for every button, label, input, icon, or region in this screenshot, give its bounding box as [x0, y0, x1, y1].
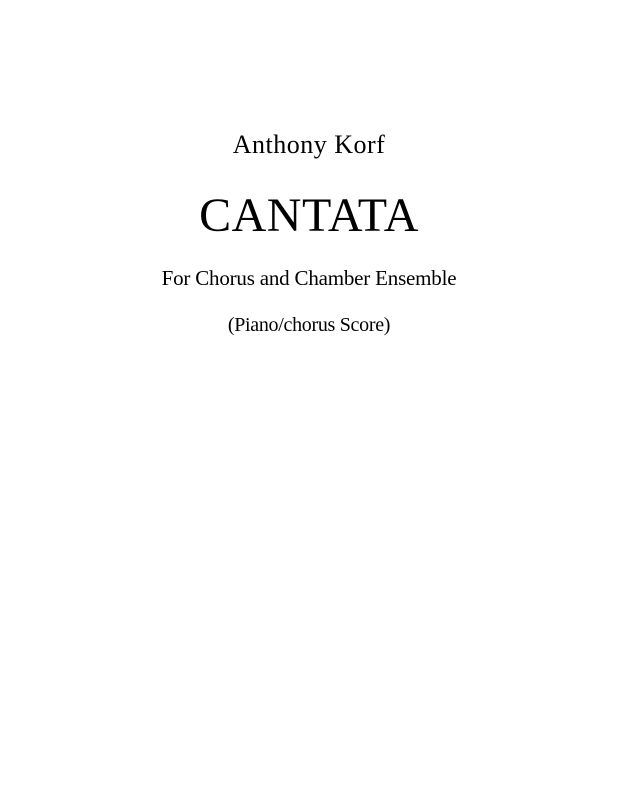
score-title: CANTATA	[199, 189, 419, 242]
score-format-note: (Piano/chorus Score)	[227, 314, 391, 336]
composer-name: Anthony Korf	[232, 130, 386, 159]
score-subtitle: For Chorus and Chamber Ensemble	[161, 266, 457, 290]
